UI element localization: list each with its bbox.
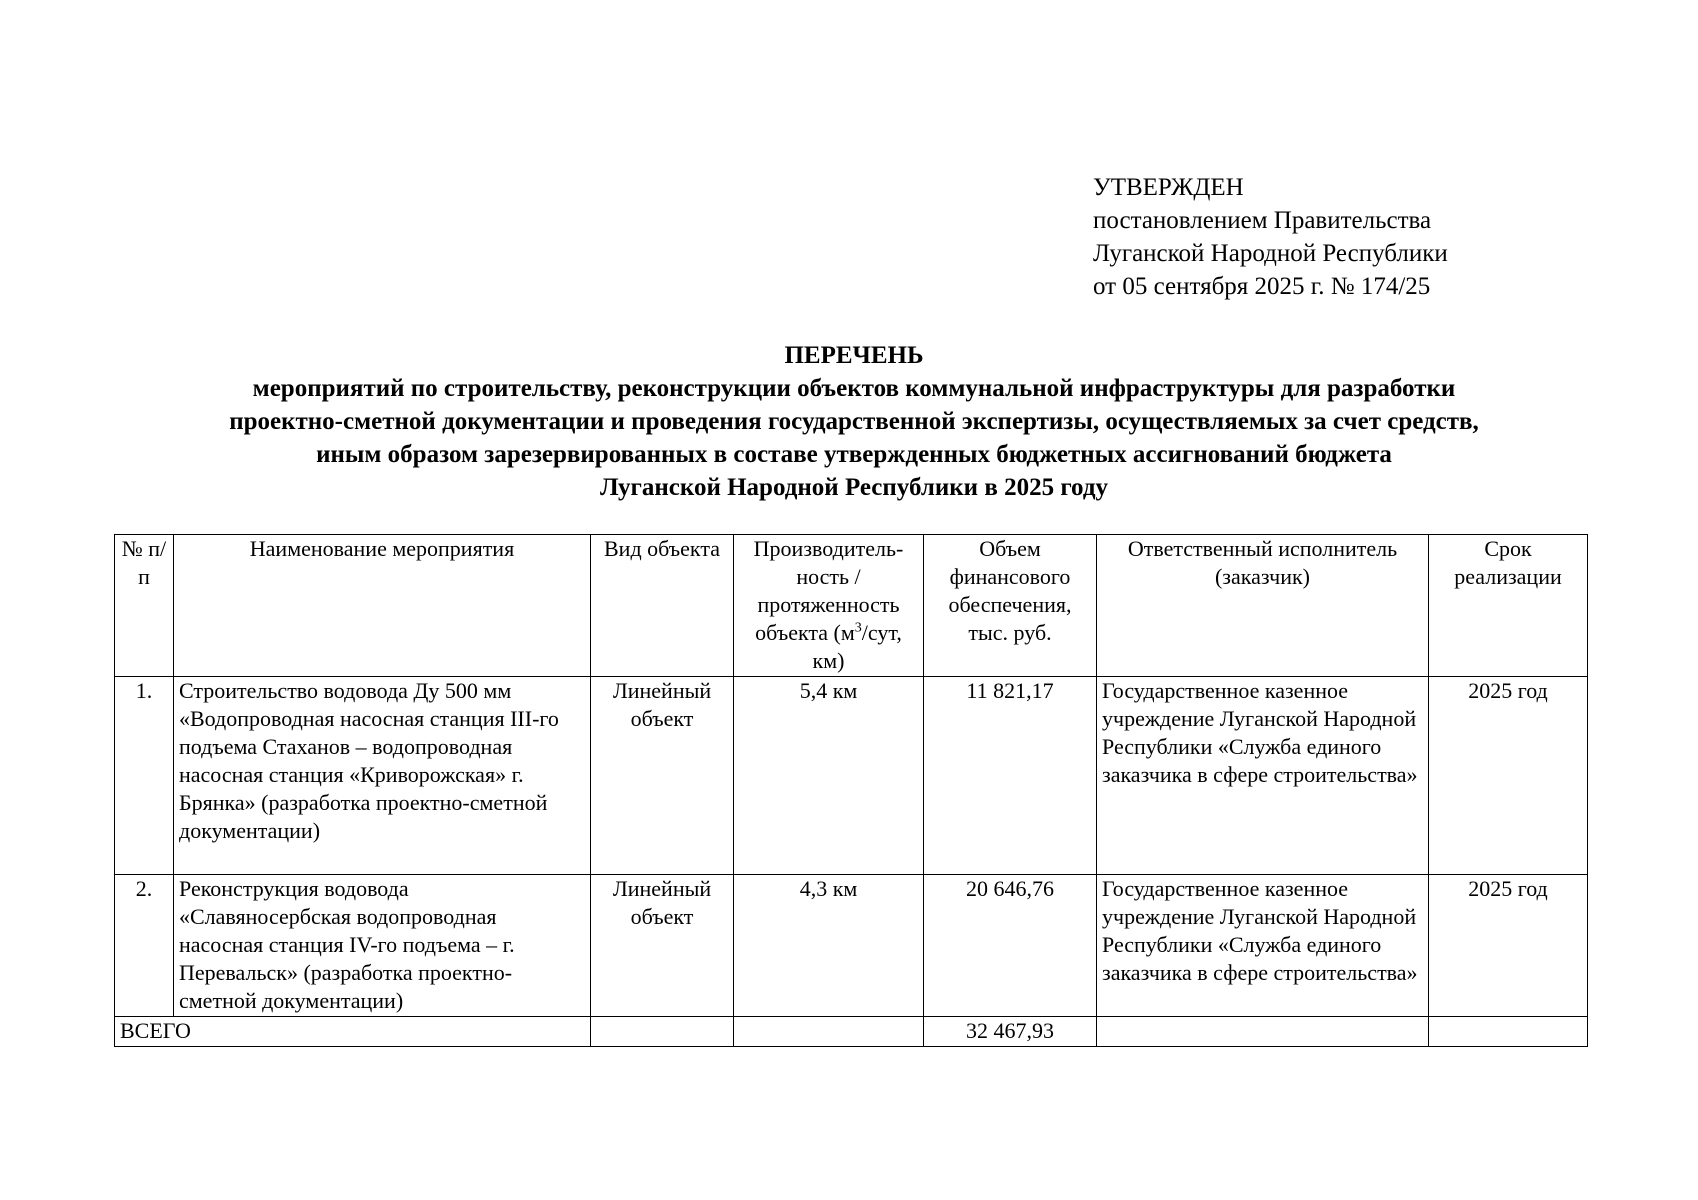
cell-finance: 20 646,76	[924, 875, 1097, 1017]
approval-stamp	[1093, 171, 1448, 303]
total-label: ВСЕГО	[115, 1017, 591, 1047]
header-capacity-unit: /сут, км)	[812, 620, 902, 673]
approval-date-number: от 05 сентября 2025 г. № 174/25	[1093, 273, 1431, 300]
cell-capacity: 4,3 км	[734, 875, 924, 1017]
cell-type: Линейный объект	[591, 875, 734, 1017]
approval-government: Луганской Народной Республики	[1093, 240, 1448, 267]
header-executor: Ответственный исполнитель (заказчик)	[1097, 535, 1429, 677]
approval-title: УТВЕРЖДЕН	[1093, 174, 1244, 201]
cell-type: Линейный объект	[591, 677, 734, 875]
cell-name: Строительство водовода Ду 500 мм «Водопроводная насосная станция III-го подъема Стаханов – водопроводная насосная станция «Криворожская» г. Брянка» (разработка проектно-сметной документации)	[174, 677, 591, 875]
cell-term: 2025 год	[1429, 677, 1588, 875]
approval-resolution: постановлением Правительства	[1093, 207, 1432, 234]
cell-executor: Государственное казенное учреждение Луганской Народной Республики «Служба единого заказчика в сфере строительства»	[1097, 875, 1429, 1017]
measures-table	[114, 534, 1588, 1047]
cell-finance: 11 821,17	[924, 677, 1097, 875]
cell-num: 2.	[115, 875, 174, 1017]
header-term: Срок реализации	[1429, 535, 1588, 677]
document-subtitle-line: иным образом зарезервированных в составе утвержденных бюджетных ассигнований бюджета	[316, 441, 1392, 468]
total-empty-cell	[591, 1017, 734, 1047]
table-row	[115, 875, 1588, 1017]
header-capacity-superscript: 3	[854, 620, 862, 636]
header-num: № п/п	[115, 535, 174, 677]
header-capacity	[734, 535, 924, 677]
cell-term: 2025 год	[1429, 875, 1588, 1017]
table-total-row	[115, 1017, 1588, 1047]
header-finance: Объем финансового обеспечения, тыс. руб.	[924, 535, 1097, 677]
total-empty-cell	[1097, 1017, 1429, 1047]
document-heading: ПЕРЕЧЕНЬ	[784, 342, 924, 369]
header-capacity-text: Производитель-ность / протяженность объекта (м	[753, 536, 904, 645]
cell-executor: Государственное казенное учреждение Луганской Народной Республики «Служба единого заказчика в сфере строительства»	[1097, 677, 1429, 875]
document-subtitle-line: проектно-сметной документации и проведения государственной экспертизы, осуществляемых за счет средств,	[229, 408, 1479, 435]
total-finance: 32 467,93	[924, 1017, 1097, 1047]
table-row	[115, 677, 1588, 875]
cell-name: Реконструкция водовода «Славяносербская водопроводная насосная станция IV-го подъема – г. Перевальск» (разработка проектно-сметной документации)	[174, 875, 591, 1017]
total-empty-cell	[1429, 1017, 1588, 1047]
header-type: Вид объекта	[591, 535, 734, 677]
cell-num: 1.	[115, 677, 174, 875]
document-title	[100, 339, 1608, 504]
total-empty-cell	[734, 1017, 924, 1047]
document-subtitle-line: Луганской Народной Республики в 2025 году	[600, 474, 1108, 501]
table-header-row	[115, 535, 1588, 677]
cell-capacity: 5,4 км	[734, 677, 924, 875]
header-name: Наименование мероприятия	[174, 535, 591, 677]
document-subtitle-line: мероприятий по строительству, реконструкции объектов коммунальной инфраструктуры для разработки	[252, 375, 1456, 402]
